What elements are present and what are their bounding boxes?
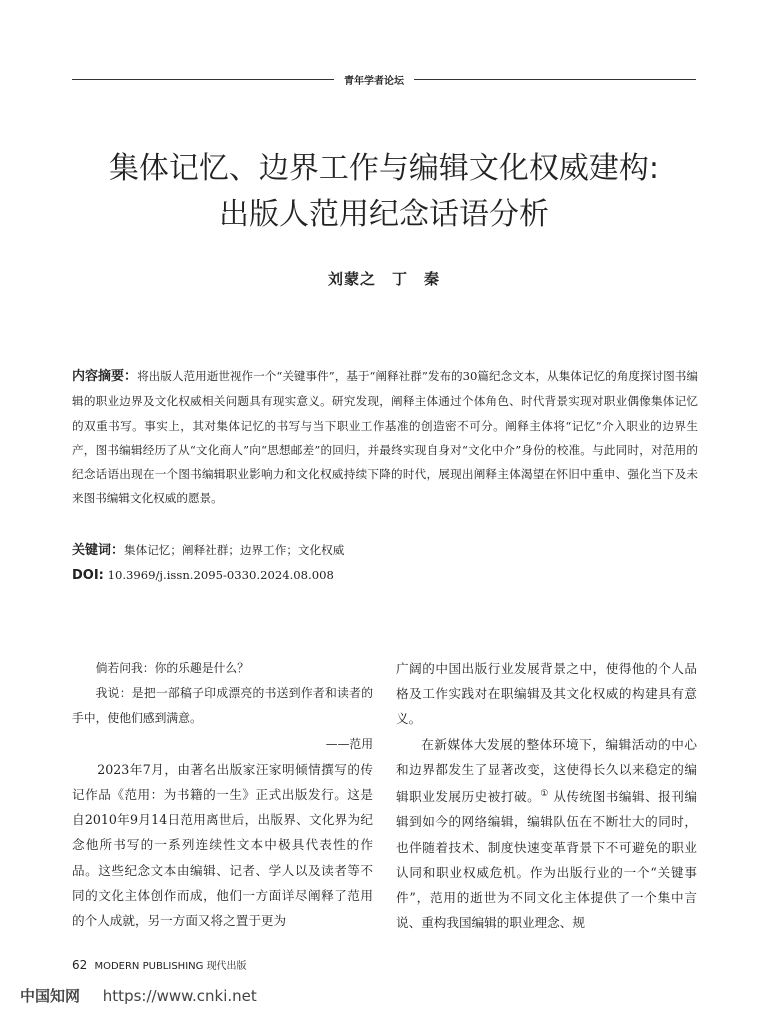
- body-paragraph: 2023年7月，由著名出版家汪家明倾情撰写的传记作品《范用：为书籍的一生》正式出版发行。这是自2010年9月14日范用离世后，出版界、文化界为纪念他所书写的一系列连续性文本中极具代表性的作品。这些纪念文本由编辑、记者、学人以及读者等不同的文化主体创作而成，他们一方面详尽阐释了范用的个人成就，另一方面又将之置于更为: [72, 761, 373, 929]
- running-header: [72, 70, 696, 88]
- header-rule-left: [72, 79, 334, 80]
- column-name: 青年学者论坛: [344, 76, 404, 87]
- keywords-text: 集体记忆；阐释社群；边界工作；文化权威: [124, 543, 345, 557]
- authors: 刘蒙之 丁 秦: [327, 270, 440, 288]
- header-rule-right: [414, 79, 696, 80]
- journal-name-cn: 现代出版: [206, 961, 247, 972]
- doi-link[interactable]: 10.3969/j.issn.2095-0330.2024.08.008: [107, 568, 334, 582]
- page-number: 62: [72, 958, 88, 972]
- cnki-logo: 中国知网: [20, 987, 81, 1005]
- cnki-url[interactable]: https://www.cnki.net: [102, 987, 257, 1005]
- page-footer: [72, 957, 247, 972]
- journal-name: MODERN PUBLISHING: [94, 961, 204, 972]
- abstract-label: 内容摘要：: [72, 369, 138, 384]
- keywords: [72, 538, 698, 563]
- title-line-1: 集体记忆、边界工作与编辑文化权威建构:: [108, 151, 660, 186]
- body-text: 从传统图书编辑、报刊编辑到如今的网络编辑，编辑队伍在不断壮大的同时，也伴随着技术、制度快速变革背景下不可避免的职业认同和职业权威危机。作为出版行业的一个“关键事件”，范用的逝世为不同文化主体提供了一个集中言说、重构我国编辑的职业理念、规: [396, 789, 697, 931]
- body-column-right: [396, 656, 697, 935]
- abstract: [72, 364, 698, 511]
- body-paragraph: [396, 732, 697, 936]
- epigraph-line-1: 倘若问我：你的乐趣是什么？: [95, 661, 249, 675]
- epigraph-signature: ——范用: [325, 736, 373, 751]
- body-text: 在新媒体大发展的整体环境下，编辑活动的中心和边界都发生了显著改变，这使得长久以来稳定的编辑职业发展历史被打破。: [396, 736, 697, 805]
- footnote-marker[interactable]: ①: [540, 789, 549, 800]
- body-column-left: [72, 656, 373, 933]
- title-line-2: 出版人范用纪念话语分析: [219, 197, 549, 232]
- cnki-watermark: [20, 985, 257, 1006]
- epigraph-line-2: 我说：是把一部稿子印成漂亮的书送到作者和读者的手中，使他们感到满意。: [72, 686, 373, 726]
- keywords-label: 关键词：: [72, 543, 125, 558]
- abstract-text: 将出版人范用逝世视作一个“关键事件”，基于“阐释社群”发布的30篇纪念文本，从集体记忆的角度探讨图书编辑的职业边界及文化权威相关问题具有现实意义。研究发现，阐释主体通过个体角色、时代背景实现对职业偶像集体记忆的双重书写。事实上，其对集体记忆的书写与当下职业工作基准的创造密不可分。阐释主体将“记忆”介入职业的边界生产，图书编辑经历了从“文化商人”向“思想邮差”的回归，并最终实现自身对“文化中介”身份的校准。与此同时，对范用的纪念话语出现在一个图书编辑职业影响力和文化权威持续下降的时代，展现出阐释主体渴望在怀旧中重申、强化当下及未来图书编辑文化权威的愿景。: [72, 369, 698, 506]
- body-paragraph: 广阔的中国出版行业发展背景之中，使得他的个人品格及工作实践对在职编辑及其文化权威的构建具有意义。: [396, 661, 697, 727]
- doi-label: DOI:: [72, 568, 104, 583]
- article-title: [60, 146, 708, 238]
- doi: [72, 563, 698, 588]
